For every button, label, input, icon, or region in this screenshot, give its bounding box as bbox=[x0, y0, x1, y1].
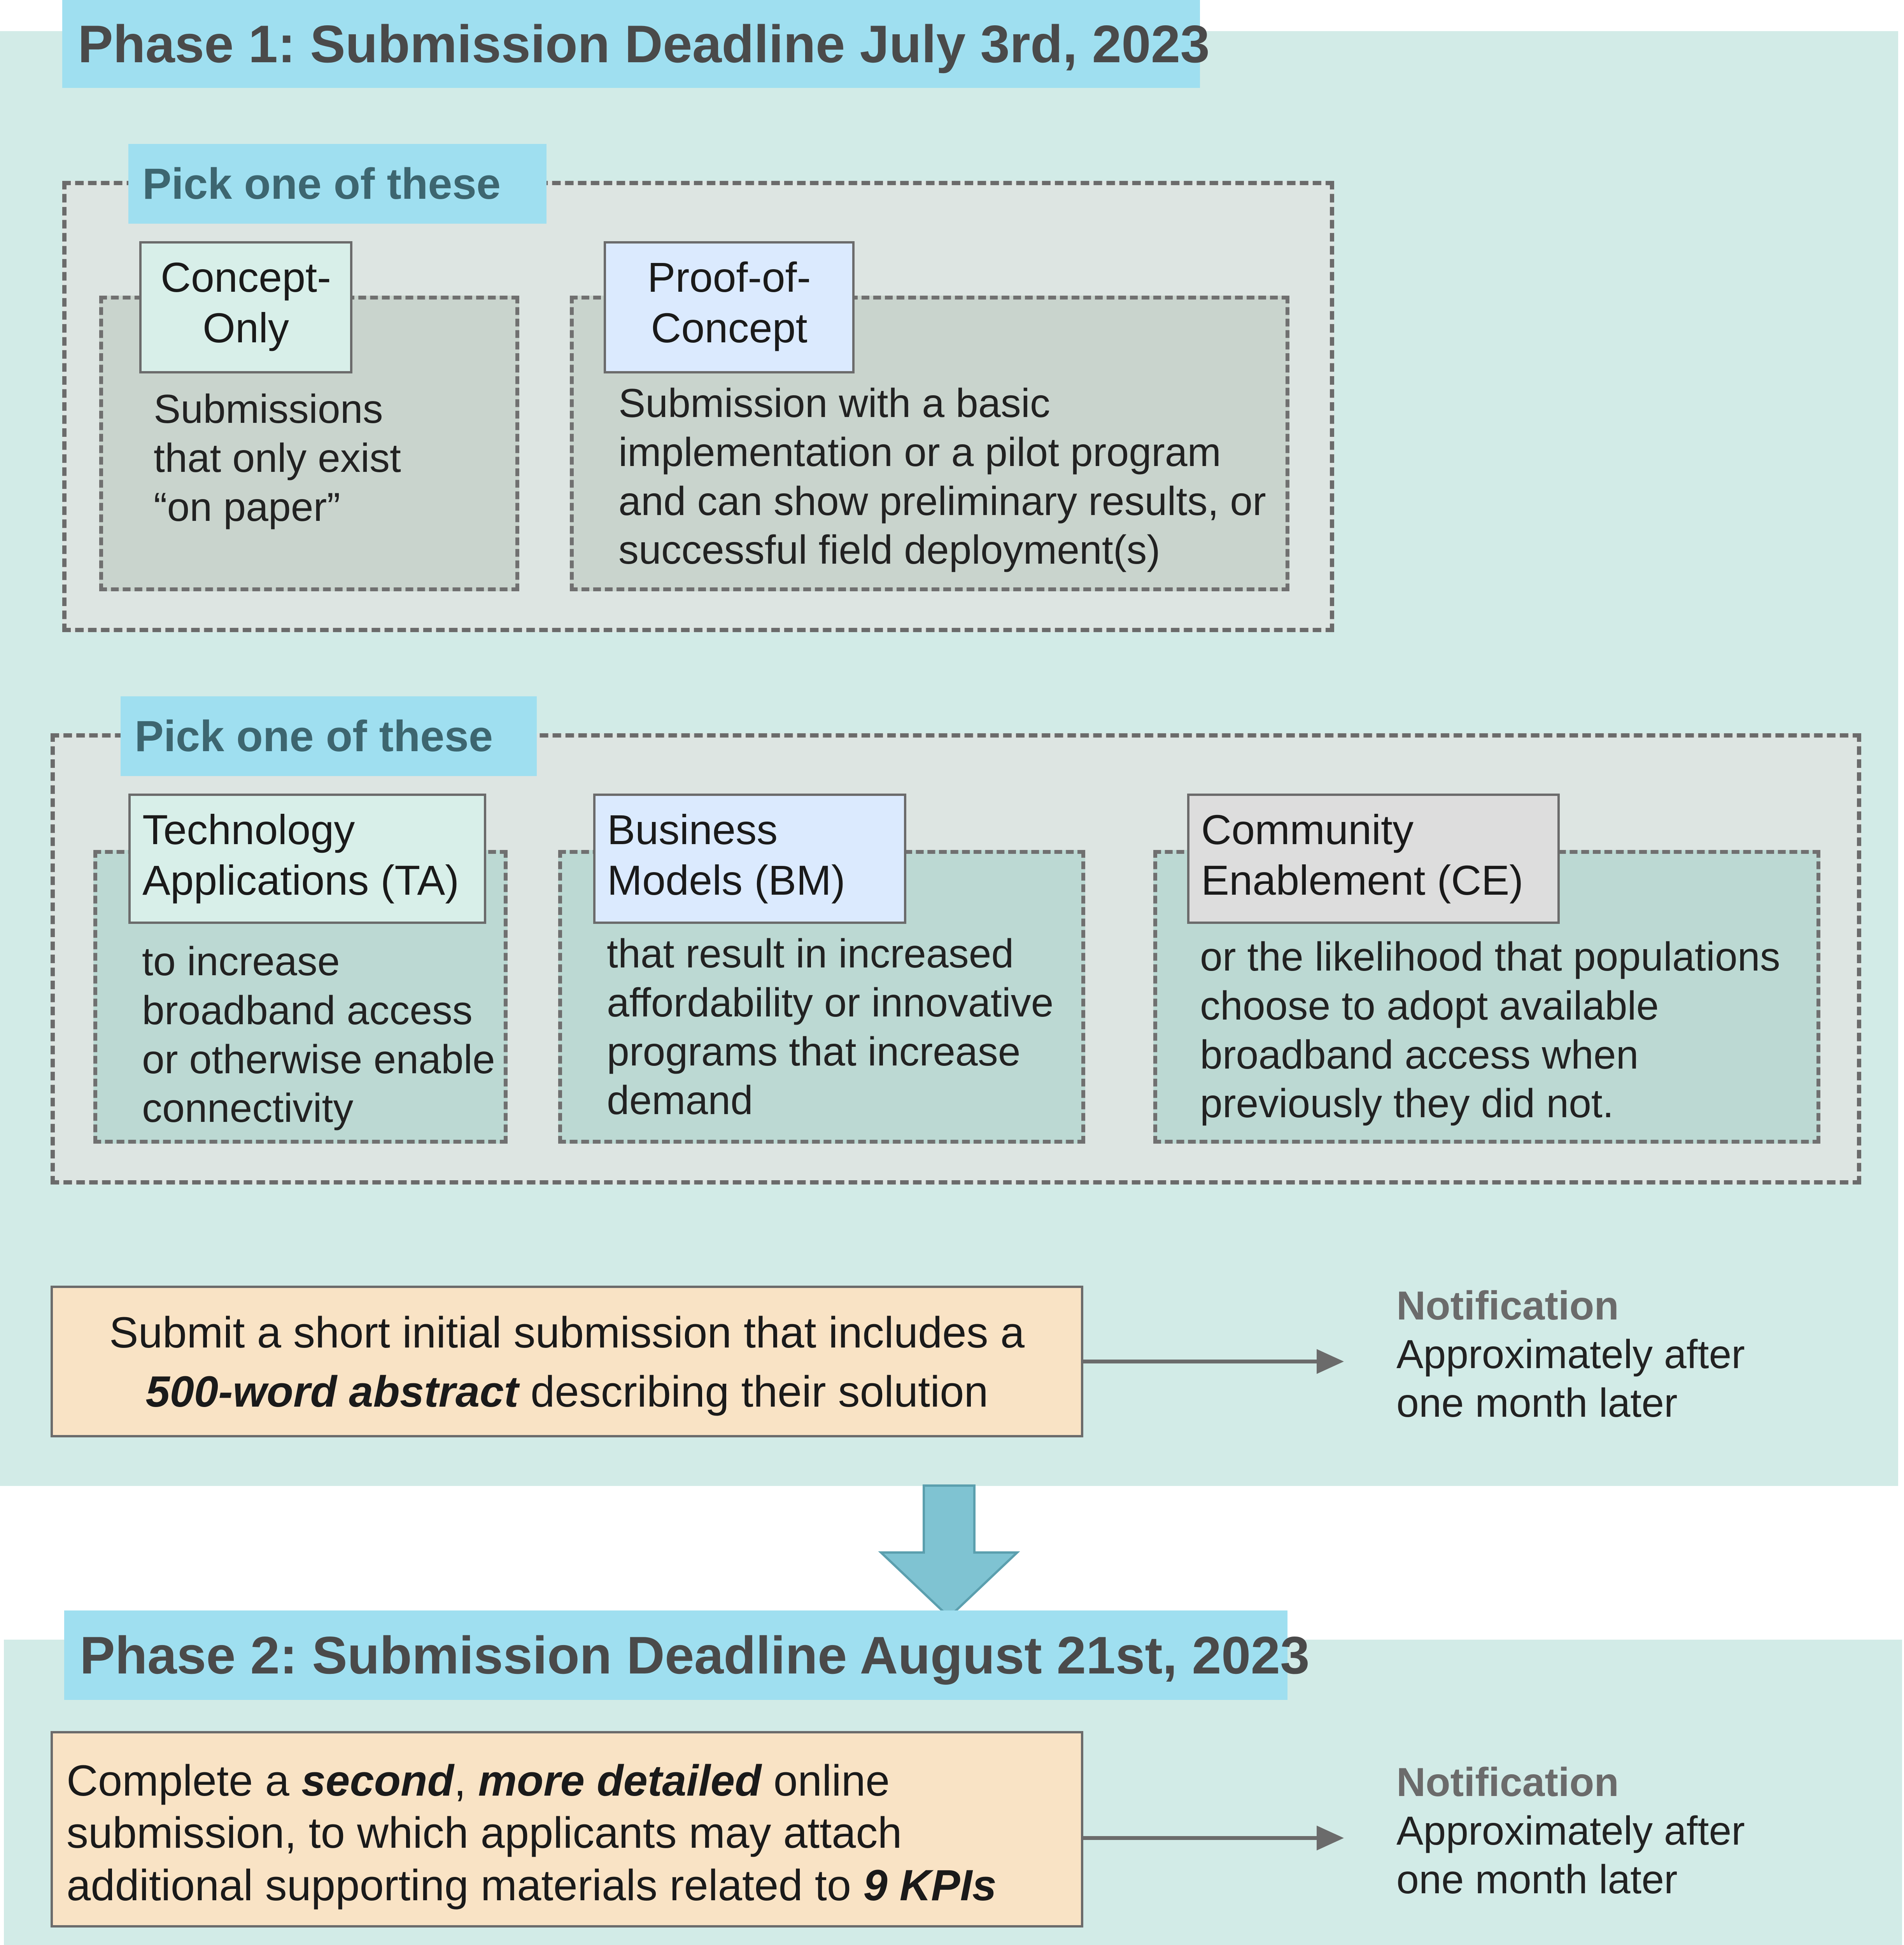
right-arrow-icon bbox=[1083, 1815, 1348, 1861]
phase-1-task-box bbox=[51, 1286, 1083, 1437]
phase-2-notification bbox=[1396, 1758, 1863, 1904]
phase-2-task-line2: submission, to which applicants may attach bbox=[67, 1808, 902, 1857]
flow-down-arrow-icon bbox=[877, 1484, 1021, 1620]
notification-line1: Approximately after bbox=[1396, 1332, 1745, 1377]
phase-2-title: Phase 2: Submission Deadline August 21st, 2023 bbox=[64, 1610, 1287, 1700]
phase-2-task-line3: additional supporting materials related to 9 KPIs bbox=[67, 1861, 997, 1910]
right-arrow-icon bbox=[1083, 1338, 1348, 1385]
option-business-models-description: that result in increased affordability or innovative programs that increase demand bbox=[607, 931, 1054, 1123]
option-concept-only-title: Concept-Only bbox=[139, 241, 352, 373]
phase-2-task-box bbox=[51, 1731, 1083, 1927]
option-business-models-title: Business Models (BM) bbox=[593, 794, 906, 924]
option-concept-only-description: Submissions that only exist “on paper” bbox=[154, 387, 401, 530]
option-community-enablement-title: Community Enablement (CE) bbox=[1187, 794, 1560, 924]
option-community-enablement-description: or the likelihood that populations choose to adopt available broadband access when previously they did not. bbox=[1200, 934, 1780, 1127]
option-proof-of-concept-title: Proof-of-Concept bbox=[604, 241, 855, 373]
notification-line2: one month later bbox=[1396, 1380, 1678, 1426]
phase-1-task-line2: 500-word abstract describing their solution bbox=[145, 1367, 988, 1416]
notification-title: Notification bbox=[1396, 1760, 1619, 1805]
notification-line2: one month later bbox=[1396, 1857, 1678, 1902]
phase-1-notification bbox=[1396, 1282, 1863, 1427]
phase-1-title: Phase 1: Submission Deadline July 3rd, 2023 bbox=[62, 0, 1200, 88]
pick-group-1-label: Pick one of these bbox=[128, 144, 547, 224]
option-proof-of-concept-description: Submission with a basic implementation or a pilot program and can show preliminary results, or successful field deployment(s) bbox=[618, 381, 1266, 573]
phase-1-task-line1: Submit a short initial submission that includes a bbox=[109, 1308, 1025, 1357]
pick-group-2-label: Pick one of these bbox=[121, 696, 537, 776]
notification-title: Notification bbox=[1396, 1283, 1619, 1328]
phase-2-task-line1: Complete a second, more detailed online bbox=[67, 1756, 890, 1805]
option-technology-applications-description: to increase broadband access or otherwise enable connectivity bbox=[142, 939, 495, 1131]
notification-line1: Approximately after bbox=[1396, 1808, 1745, 1854]
option-technology-applications-title: Technology Applications (TA) bbox=[128, 794, 486, 924]
